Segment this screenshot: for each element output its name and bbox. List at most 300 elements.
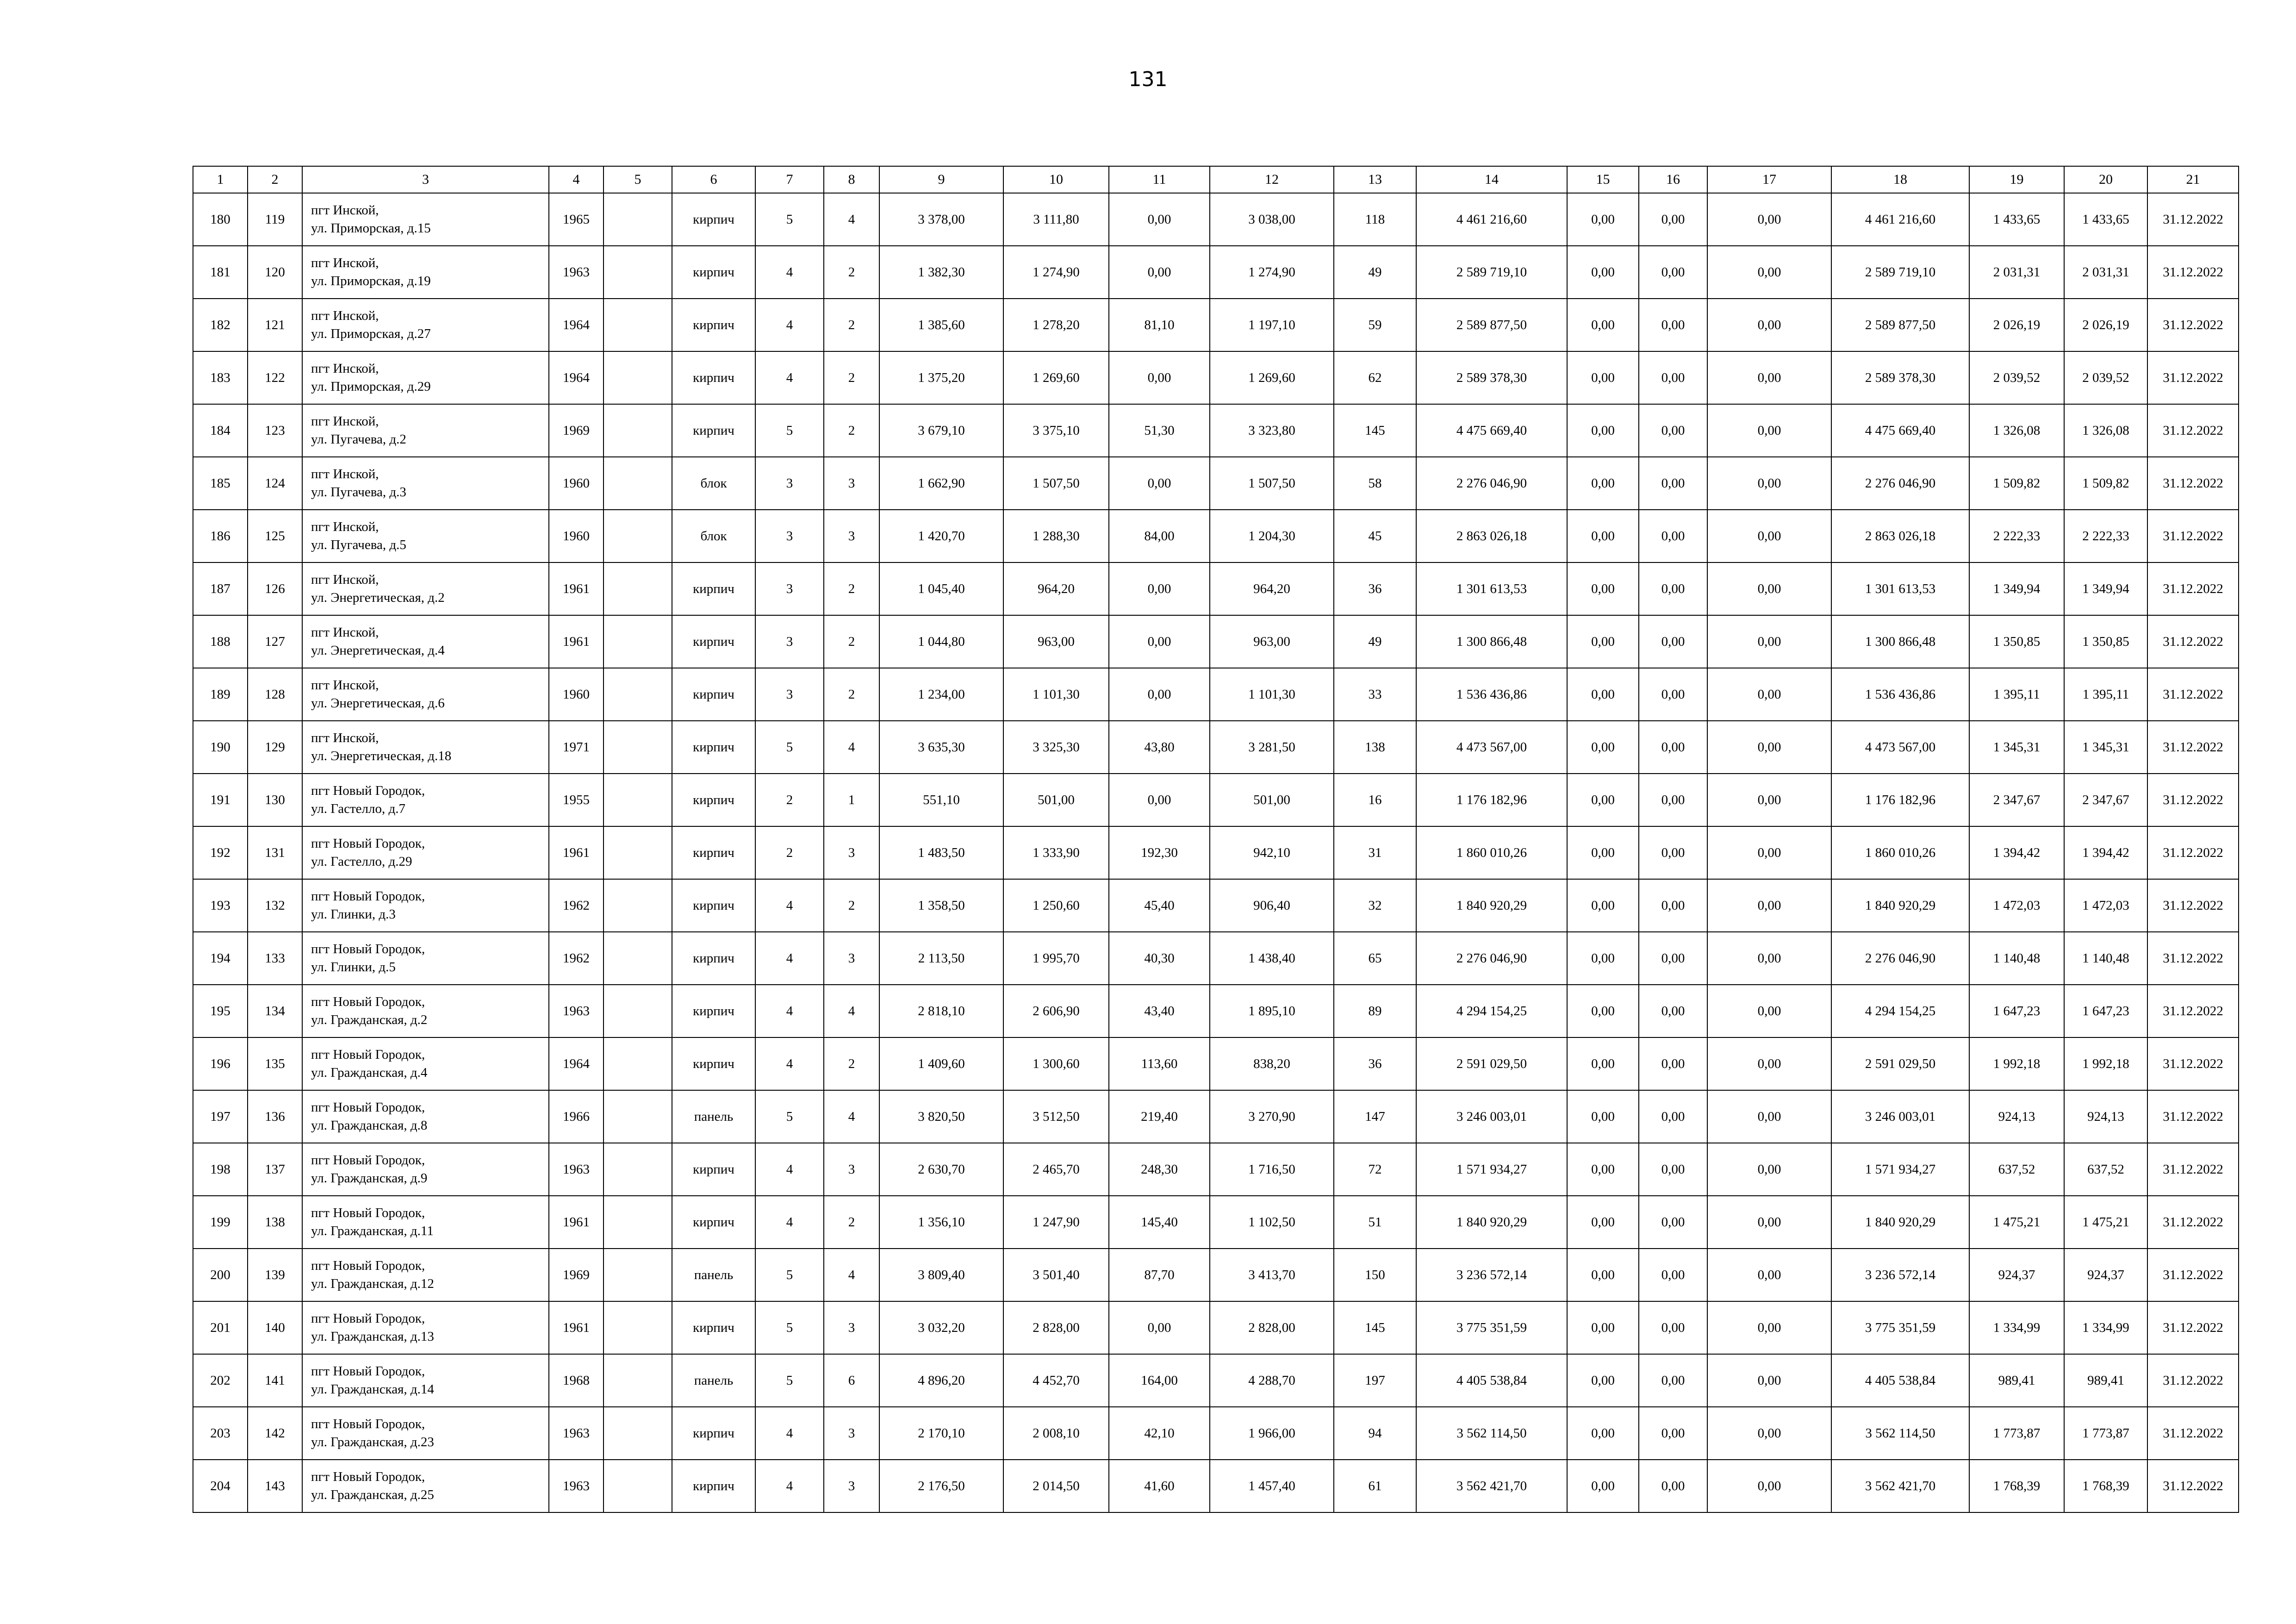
cell-col-9: 2 113,50	[879, 932, 1003, 985]
cell-col-10: 3 375,10	[1003, 404, 1109, 457]
cell-col-15: 0,00	[1567, 1249, 1639, 1301]
cell-col-10: 2 465,70	[1003, 1143, 1109, 1196]
cell-col-2: 136	[248, 1090, 302, 1143]
cell-col-7: 3	[755, 615, 824, 668]
cell-col-1: 184	[193, 404, 248, 457]
table-row	[193, 1301, 2239, 1354]
cell-col-15: 0,00	[1567, 562, 1639, 615]
cell-col-14: 3 236 572,14	[1416, 1249, 1567, 1301]
column-header-7: 7	[755, 166, 824, 193]
cell-col-11: 43,40	[1109, 985, 1210, 1037]
cell-col-21: 31.12.2022	[2147, 1249, 2239, 1301]
cell-col-12: 3 323,80	[1210, 404, 1334, 457]
cell-col-8: 3	[824, 1301, 879, 1354]
cell-col-14: 4 473 567,00	[1416, 721, 1567, 774]
cell-col-6: кирпич	[672, 1460, 755, 1512]
cell-col-17: 0,00	[1707, 457, 1831, 510]
cell-col-17: 0,00	[1707, 193, 1831, 246]
cell-col-19: 1 140,48	[1969, 932, 2064, 985]
cell-col-18: 1 571 934,27	[1831, 1143, 1969, 1196]
address-settlement: пгт Инской,	[311, 731, 379, 745]
cell-col-6: блок	[672, 457, 755, 510]
cell-col-2: 137	[248, 1143, 302, 1196]
cell-col-5	[604, 404, 672, 457]
cell-col-11: 43,80	[1109, 721, 1210, 774]
cell-col-20: 637,52	[2064, 1143, 2147, 1196]
cell-col-7: 4	[755, 246, 824, 299]
cell-col-17: 0,00	[1707, 1143, 1831, 1196]
address-cell	[302, 510, 549, 562]
cell-col-6: панель	[672, 1354, 755, 1407]
cell-col-19: 1 472,03	[1969, 879, 2064, 932]
cell-col-5	[604, 1460, 672, 1512]
cell-col-14: 1 860 010,26	[1416, 826, 1567, 879]
cell-col-9: 1 358,50	[879, 879, 1003, 932]
cell-col-21: 31.12.2022	[2147, 193, 2239, 246]
cell-col-10: 1 333,90	[1003, 826, 1109, 879]
cell-col-20: 1 475,21	[2064, 1196, 2147, 1249]
cell-col-19: 1 647,23	[1969, 985, 2064, 1037]
cell-col-21: 31.12.2022	[2147, 404, 2239, 457]
cell-col-5	[604, 193, 672, 246]
cell-col-13: 32	[1334, 879, 1416, 932]
cell-col-8: 3	[824, 826, 879, 879]
cell-col-6: кирпич	[672, 404, 755, 457]
cell-col-10: 1 274,90	[1003, 246, 1109, 299]
cell-col-8: 2	[824, 299, 879, 351]
cell-col-14: 1 300 866,48	[1416, 615, 1567, 668]
cell-col-2: 135	[248, 1037, 302, 1090]
cell-col-21: 31.12.2022	[2147, 721, 2239, 774]
table-row	[193, 457, 2239, 510]
cell-col-4: 1964	[549, 351, 604, 404]
cell-col-16: 0,00	[1639, 299, 1707, 351]
cell-col-1: 200	[193, 1249, 248, 1301]
cell-col-1: 182	[193, 299, 248, 351]
cell-col-16: 0,00	[1639, 1354, 1707, 1407]
cell-col-4: 1963	[549, 1460, 604, 1512]
cell-col-18: 1 176 182,96	[1831, 774, 1969, 826]
cell-col-15: 0,00	[1567, 1143, 1639, 1196]
cell-col-5	[604, 985, 672, 1037]
cell-col-18: 3 562 114,50	[1831, 1407, 1969, 1460]
address-settlement: пгт Инской,	[311, 467, 379, 481]
cell-col-13: 49	[1334, 615, 1416, 668]
cell-col-15: 0,00	[1567, 404, 1639, 457]
cell-col-16: 0,00	[1639, 510, 1707, 562]
cell-col-17: 0,00	[1707, 826, 1831, 879]
cell-col-6: кирпич	[672, 246, 755, 299]
cell-col-16: 0,00	[1639, 246, 1707, 299]
cell-col-5	[604, 351, 672, 404]
cell-col-7: 4	[755, 1037, 824, 1090]
cell-col-17: 0,00	[1707, 1090, 1831, 1143]
address-settlement: пгт Инской,	[311, 678, 379, 693]
column-header-4: 4	[549, 166, 604, 193]
cell-col-7: 4	[755, 1460, 824, 1512]
cell-col-20: 1 140,48	[2064, 932, 2147, 985]
cell-col-8: 3	[824, 457, 879, 510]
cell-col-8: 2	[824, 879, 879, 932]
cell-col-8: 2	[824, 1037, 879, 1090]
cell-col-11: 51,30	[1109, 404, 1210, 457]
cell-col-13: 36	[1334, 562, 1416, 615]
cell-col-13: 145	[1334, 1301, 1416, 1354]
address-cell	[302, 879, 549, 932]
cell-col-12: 1 197,10	[1210, 299, 1334, 351]
header-row	[193, 166, 2239, 193]
cell-col-8: 2	[824, 1196, 879, 1249]
cell-col-6: кирпич	[672, 299, 755, 351]
table-row	[193, 246, 2239, 299]
cell-col-19: 1 395,11	[1969, 668, 2064, 721]
column-header-8: 8	[824, 166, 879, 193]
address-settlement: пгт Инской,	[311, 519, 379, 534]
page-number: 131	[1128, 68, 1168, 91]
cell-col-10: 3 111,80	[1003, 193, 1109, 246]
cell-col-7: 3	[755, 668, 824, 721]
cell-col-14: 3 246 003,01	[1416, 1090, 1567, 1143]
table-row	[193, 299, 2239, 351]
cell-col-15: 0,00	[1567, 932, 1639, 985]
cell-col-21: 31.12.2022	[2147, 246, 2239, 299]
cell-col-20: 1 345,31	[2064, 721, 2147, 774]
cell-col-17: 0,00	[1707, 299, 1831, 351]
cell-col-20: 1 768,39	[2064, 1460, 2147, 1512]
address-street: ул. Гражданская, д.23	[311, 1435, 434, 1449]
cell-col-19: 1 433,65	[1969, 193, 2064, 246]
address-street: ул. Энергетическая, д.4	[311, 643, 445, 658]
cell-col-11: 0,00	[1109, 457, 1210, 510]
address-settlement: пгт Новый Городок,	[311, 1469, 425, 1484]
cell-col-7: 5	[755, 404, 824, 457]
cell-col-7: 5	[755, 1090, 824, 1143]
cell-col-19: 1 773,87	[1969, 1407, 2064, 1460]
cell-col-19: 1 349,94	[1969, 562, 2064, 615]
cell-col-18: 1 840 920,29	[1831, 1196, 1969, 1249]
cell-col-17: 0,00	[1707, 1037, 1831, 1090]
cell-col-5	[604, 1354, 672, 1407]
cell-col-16: 0,00	[1639, 1143, 1707, 1196]
cell-col-15: 0,00	[1567, 668, 1639, 721]
cell-col-8: 3	[824, 1460, 879, 1512]
address-settlement: пгт Инской,	[311, 572, 379, 587]
address-settlement: пгт Новый Городок,	[311, 1153, 425, 1168]
address-street: ул. Глинки, д.3	[311, 907, 396, 922]
table-row	[193, 1196, 2239, 1249]
cell-col-13: 138	[1334, 721, 1416, 774]
cell-col-17: 0,00	[1707, 510, 1831, 562]
cell-col-9: 1 234,00	[879, 668, 1003, 721]
cell-col-1: 198	[193, 1143, 248, 1196]
cell-col-6: кирпич	[672, 774, 755, 826]
address-cell	[302, 985, 549, 1037]
cell-col-7: 5	[755, 1301, 824, 1354]
cell-col-19: 1 509,82	[1969, 457, 2064, 510]
cell-col-5	[604, 721, 672, 774]
cell-col-6: кирпич	[672, 668, 755, 721]
cell-col-2: 131	[248, 826, 302, 879]
address-street: ул. Гражданская, д.4	[311, 1065, 428, 1080]
cell-col-17: 0,00	[1707, 1301, 1831, 1354]
cell-col-10: 2 014,50	[1003, 1460, 1109, 1512]
cell-col-6: кирпич	[672, 351, 755, 404]
cell-col-17: 0,00	[1707, 615, 1831, 668]
column-header-13: 13	[1334, 166, 1416, 193]
cell-col-18: 2 863 026,18	[1831, 510, 1969, 562]
cell-col-12: 906,40	[1210, 879, 1334, 932]
cell-col-14: 4 294 154,25	[1416, 985, 1567, 1037]
cell-col-1: 180	[193, 193, 248, 246]
cell-col-2: 129	[248, 721, 302, 774]
address-settlement: пгт Новый Городок,	[311, 889, 425, 904]
cell-col-12: 964,20	[1210, 562, 1334, 615]
cell-col-11: 145,40	[1109, 1196, 1210, 1249]
cell-col-15: 0,00	[1567, 615, 1639, 668]
cell-col-18: 1 840 920,29	[1831, 879, 1969, 932]
cell-col-9: 3 679,10	[879, 404, 1003, 457]
cell-col-8: 2	[824, 351, 879, 404]
address-cell	[302, 932, 549, 985]
cell-col-13: 45	[1334, 510, 1416, 562]
cell-col-1: 202	[193, 1354, 248, 1407]
cell-col-2: 121	[248, 299, 302, 351]
cell-col-4: 1964	[549, 299, 604, 351]
cell-col-5	[604, 457, 672, 510]
cell-col-1: 185	[193, 457, 248, 510]
cell-col-2: 132	[248, 879, 302, 932]
cell-col-19: 989,41	[1969, 1354, 2064, 1407]
cell-col-18: 2 589 877,50	[1831, 299, 1969, 351]
cell-col-4: 1960	[549, 668, 604, 721]
address-cell	[302, 1196, 549, 1249]
cell-col-17: 0,00	[1707, 1460, 1831, 1512]
cell-col-11: 0,00	[1109, 246, 1210, 299]
cell-col-10: 3 512,50	[1003, 1090, 1109, 1143]
cell-col-8: 3	[824, 510, 879, 562]
cell-col-10: 1 269,60	[1003, 351, 1109, 404]
cell-col-18: 4 473 567,00	[1831, 721, 1969, 774]
cell-col-5	[604, 1407, 672, 1460]
cell-col-16: 0,00	[1639, 351, 1707, 404]
cell-col-20: 1 433,65	[2064, 193, 2147, 246]
cell-col-5	[604, 615, 672, 668]
cell-col-14: 1 840 920,29	[1416, 1196, 1567, 1249]
cell-col-15: 0,00	[1567, 246, 1639, 299]
cell-col-14: 2 276 046,90	[1416, 457, 1567, 510]
cell-col-10: 2 828,00	[1003, 1301, 1109, 1354]
cell-col-19: 1 326,08	[1969, 404, 2064, 457]
cell-col-5	[604, 879, 672, 932]
cell-col-8: 6	[824, 1354, 879, 1407]
cell-col-7: 4	[755, 1196, 824, 1249]
cell-col-10: 2 008,10	[1003, 1407, 1109, 1460]
cell-col-21: 31.12.2022	[2147, 1460, 2239, 1512]
cell-col-2: 127	[248, 615, 302, 668]
address-settlement: пгт Инской,	[311, 256, 379, 270]
cell-col-9: 1 662,90	[879, 457, 1003, 510]
address-street: ул. Гражданская, д.9	[311, 1171, 428, 1186]
cell-col-12: 1 204,30	[1210, 510, 1334, 562]
cell-col-5	[604, 1196, 672, 1249]
cell-col-12: 1 438,40	[1210, 932, 1334, 985]
cell-col-12: 1 101,30	[1210, 668, 1334, 721]
address-settlement: пгт Инской,	[311, 203, 379, 218]
cell-col-21: 31.12.2022	[2147, 457, 2239, 510]
cell-col-2: 142	[248, 1407, 302, 1460]
table-row	[193, 1407, 2239, 1460]
cell-col-4: 1961	[549, 562, 604, 615]
cell-col-16: 0,00	[1639, 932, 1707, 985]
cell-col-4: 1963	[549, 246, 604, 299]
cell-col-4: 1955	[549, 774, 604, 826]
address-settlement: пгт Новый Городок,	[311, 1206, 425, 1220]
cell-col-13: 150	[1334, 1249, 1416, 1301]
cell-col-8: 1	[824, 774, 879, 826]
cell-col-11: 81,10	[1109, 299, 1210, 351]
cell-col-11: 0,00	[1109, 193, 1210, 246]
address-settlement: пгт Инской,	[311, 414, 379, 429]
cell-col-11: 248,30	[1109, 1143, 1210, 1196]
cell-col-10: 1 101,30	[1003, 668, 1109, 721]
cell-col-21: 31.12.2022	[2147, 668, 2239, 721]
cell-col-4: 1961	[549, 615, 604, 668]
address-street: ул. Приморская, д.27	[311, 326, 431, 341]
cell-col-1: 201	[193, 1301, 248, 1354]
cell-col-1: 190	[193, 721, 248, 774]
cell-col-4: 1963	[549, 1407, 604, 1460]
address-settlement: пгт Новый Городок,	[311, 1100, 425, 1115]
column-header-16: 16	[1639, 166, 1707, 193]
address-cell	[302, 1301, 549, 1354]
column-header-18: 18	[1831, 166, 1969, 193]
table-row	[193, 351, 2239, 404]
cell-col-9: 1 483,50	[879, 826, 1003, 879]
cell-col-20: 2 222,33	[2064, 510, 2147, 562]
cell-col-7: 5	[755, 193, 824, 246]
address-street: ул. Гражданская, д.11	[311, 1224, 434, 1238]
cell-col-8: 3	[824, 1407, 879, 1460]
cell-col-1: 199	[193, 1196, 248, 1249]
cell-col-10: 1 288,30	[1003, 510, 1109, 562]
cell-col-4: 1962	[549, 879, 604, 932]
cell-col-20: 924,37	[2064, 1249, 2147, 1301]
cell-col-12: 3 270,90	[1210, 1090, 1334, 1143]
column-header-17: 17	[1707, 166, 1831, 193]
cell-col-20: 1 647,23	[2064, 985, 2147, 1037]
cell-col-9: 1 356,10	[879, 1196, 1003, 1249]
cell-col-15: 0,00	[1567, 299, 1639, 351]
table-row	[193, 404, 2239, 457]
cell-col-10: 1 995,70	[1003, 932, 1109, 985]
table-row	[193, 1460, 2239, 1512]
address-street: ул. Гражданская, д.8	[311, 1118, 428, 1133]
cell-col-15: 0,00	[1567, 1407, 1639, 1460]
cell-col-9: 3 032,20	[879, 1301, 1003, 1354]
cell-col-19: 1 992,18	[1969, 1037, 2064, 1090]
cell-col-18: 3 562 421,70	[1831, 1460, 1969, 1512]
cell-col-1: 194	[193, 932, 248, 985]
table-row	[193, 932, 2239, 985]
address-street: ул. Энергетическая, д.18	[311, 749, 452, 763]
address-settlement: пгт Новый Городок,	[311, 942, 425, 956]
table-row	[193, 1037, 2239, 1090]
address-street: ул. Энергетическая, д.6	[311, 696, 445, 711]
table-row	[193, 1249, 2239, 1301]
cell-col-18: 1 536 436,86	[1831, 668, 1969, 721]
cell-col-20: 1 509,82	[2064, 457, 2147, 510]
cell-col-14: 4 405 538,84	[1416, 1354, 1567, 1407]
cell-col-17: 0,00	[1707, 985, 1831, 1037]
cell-col-16: 0,00	[1639, 879, 1707, 932]
cell-col-1: 196	[193, 1037, 248, 1090]
cell-col-13: 62	[1334, 351, 1416, 404]
cell-col-1: 195	[193, 985, 248, 1037]
cell-col-6: кирпич	[672, 1196, 755, 1249]
cell-col-16: 0,00	[1639, 457, 1707, 510]
cell-col-18: 4 405 538,84	[1831, 1354, 1969, 1407]
address-cell	[302, 1407, 549, 1460]
cell-col-11: 87,70	[1109, 1249, 1210, 1301]
address-street: ул. Энергетическая, д.2	[311, 590, 445, 605]
address-cell	[302, 774, 549, 826]
cell-col-4: 1961	[549, 1301, 604, 1354]
cell-col-4: 1962	[549, 932, 604, 985]
cell-col-1: 203	[193, 1407, 248, 1460]
cell-col-15: 0,00	[1567, 721, 1639, 774]
cell-col-16: 0,00	[1639, 668, 1707, 721]
cell-col-11: 0,00	[1109, 774, 1210, 826]
address-cell	[302, 615, 549, 668]
cell-col-13: 51	[1334, 1196, 1416, 1249]
cell-col-2: 125	[248, 510, 302, 562]
address-street: ул. Гражданская, д.14	[311, 1382, 434, 1397]
cell-col-21: 31.12.2022	[2147, 879, 2239, 932]
cell-col-13: 58	[1334, 457, 1416, 510]
cell-col-2: 122	[248, 351, 302, 404]
cell-col-11: 40,30	[1109, 932, 1210, 985]
cell-col-2: 128	[248, 668, 302, 721]
cell-col-13: 61	[1334, 1460, 1416, 1512]
cell-col-18: 3 236 572,14	[1831, 1249, 1969, 1301]
cell-col-18: 1 300 866,48	[1831, 615, 1969, 668]
address-settlement: пгт Инской,	[311, 361, 379, 376]
cell-col-6: панель	[672, 1090, 755, 1143]
cell-col-5	[604, 299, 672, 351]
cell-col-17: 0,00	[1707, 562, 1831, 615]
cell-col-8: 2	[824, 246, 879, 299]
cell-col-2: 130	[248, 774, 302, 826]
cell-col-12: 1 507,50	[1210, 457, 1334, 510]
cell-col-12: 942,10	[1210, 826, 1334, 879]
cell-col-1: 186	[193, 510, 248, 562]
address-cell	[302, 562, 549, 615]
cell-col-14: 4 461 216,60	[1416, 193, 1567, 246]
cell-col-7: 2	[755, 774, 824, 826]
cell-col-4: 1964	[549, 1037, 604, 1090]
cell-col-18: 3 775 351,59	[1831, 1301, 1969, 1354]
cell-col-19: 2 031,31	[1969, 246, 2064, 299]
cell-col-4: 1960	[549, 457, 604, 510]
column-header-12: 12	[1210, 166, 1334, 193]
cell-col-13: 89	[1334, 985, 1416, 1037]
cell-col-11: 41,60	[1109, 1460, 1210, 1512]
address-cell	[302, 1249, 549, 1301]
table-row	[193, 615, 2239, 668]
cell-col-14: 2 589 877,50	[1416, 299, 1567, 351]
cell-col-10: 963,00	[1003, 615, 1109, 668]
cell-col-4: 1963	[549, 1143, 604, 1196]
